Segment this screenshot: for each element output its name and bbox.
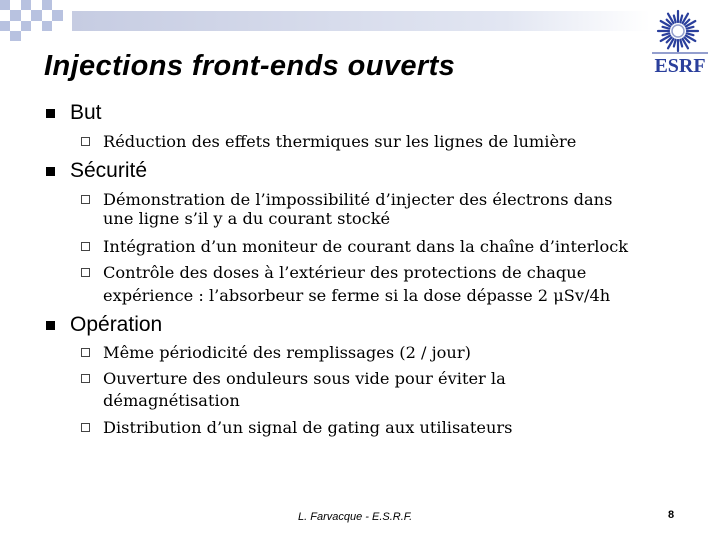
logo-ray [680,16,682,23]
page-number: 8 [668,509,675,521]
esrf-logo [648,6,712,78]
logo-ray [687,33,694,35]
logo-rays-icon [658,11,698,51]
logo-ray [663,27,670,29]
section-heading: Sécurité [70,159,148,182]
filled-square-bullet-icon [46,321,55,330]
hollow-square-bullet-icon [81,374,90,383]
hollow-square-bullet-icon [81,137,90,146]
filled-square-bullet-icon [46,167,55,176]
hollow-square-bullet-icon [81,423,90,432]
list-item-text: Intégration d’un moniteur de courant dans la chaîne d’interlock [103,237,629,256]
logo-text: ESRF [654,55,706,77]
list-item-text: Démonstration de l’impossibilité d’injecter des électrons dans [103,190,613,209]
list-item-text: expérience : l’absorbeur se ferme si la dose dépasse 2 μSv/4h [103,286,611,305]
hollow-square-bullet-icon [81,242,90,251]
list-item-text: Réduction des effets thermiques sur les lignes de lumière [103,132,577,151]
logo-ray [680,40,682,47]
hollow-square-bullet-icon [81,348,90,357]
list-item-text: Même périodicité des remplissages (2 / jour) [103,343,471,362]
list-item-text: démagnétisation [103,391,240,410]
slide-title: Injections front-ends ouverts [44,50,456,82]
list-item-text: une ligne s’il y a du courant stocké [103,209,391,228]
hollow-square-bullet-icon [81,195,90,204]
logo-ray [663,33,670,35]
section-heading: Opération [70,313,163,336]
slide-footer: L. Farvacque - E.S.R.F. [298,511,413,523]
list-item-text: Ouverture des onduleurs sous vide pour éviter la [103,369,506,388]
logo-ray [687,27,694,29]
list-item-text: Contrôle des doses à l’extérieur des protections de chaque [103,263,587,282]
logo-ray [674,40,676,47]
filled-square-bullet-icon [46,109,55,118]
section-heading: But [70,101,102,124]
list-item-text: Distribution d’un signal de gating aux utilisateurs [103,418,513,437]
logo-ray [674,16,676,23]
hollow-square-bullet-icon [81,268,90,277]
